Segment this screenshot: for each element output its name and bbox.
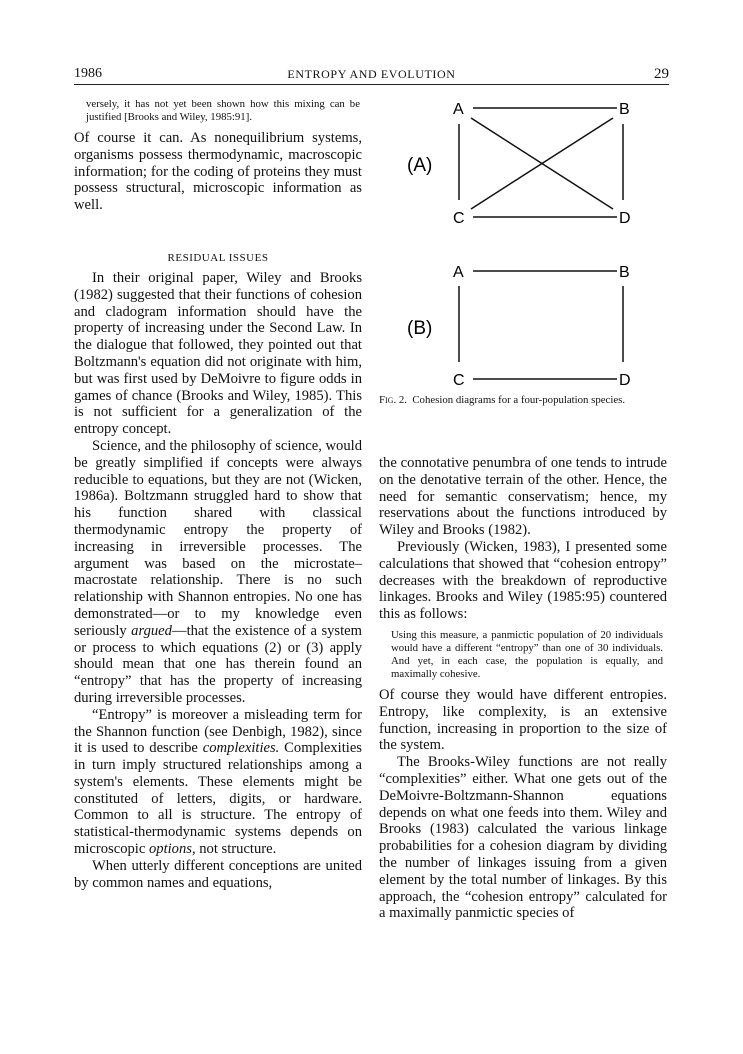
node-b: B: [619, 101, 630, 118]
paragraph-brooks-wiley: The Brooks-Wiley functions are not really “complexities” either. What one gets out of the DeMoivre-Boltzmann-Shannon equations depends on what one feeds into them. Wiley and Brooks (1983) calculated the various linkage probabilities for a cohesion diagram by dividing the number of linkages issuing from a given element by the total number of linkages. By this approach, the “cohesion entropy” calculated for a maximally panmictic species of: [379, 754, 667, 922]
running-header: [74, 66, 669, 86]
cohesion-diagrams: [379, 96, 669, 396]
node-a: A: [453, 264, 464, 281]
diagram-a: [407, 101, 631, 227]
paragraph-connotative: the connotative penumbra of one tends to intrude on the denotative terrain of the other. Hence, the need for semantic conservatism; hence, my reservations about the functions introduced by Wiley and Brooks (1982).: [379, 455, 667, 539]
paragraph-of-course: Of course it can. As nonequilibrium systems, organisms possess thermodynamic, macroscopic information; for the coding of proteins they must possess structural, microscopic information as well.: [74, 130, 362, 214]
paragraph-utterly-different: When utterly different conceptions are united by common names and equations,: [74, 857, 362, 891]
page-number: 29: [654, 66, 669, 82]
figure-2: [379, 96, 669, 432]
paragraph-different-entropies: Of course they would have different entropies. Entropy, like complexity, is an extensive function, increasing in proportion to the size of the system.: [379, 686, 667, 754]
right-column: [379, 455, 667, 922]
node-d: D: [619, 210, 631, 227]
paragraph-original-paper: In their original paper, Wiley and Brooks (1982) suggested that their functions of cohesion and cladogram information should have the property of increasing under the Second Law. In the dialogue that followed, they pointed out that Boltzmann's equation did not originate with him, but was first used by DeMoivre to figure odds in games of chance (Brooks and Wiley, 1985). This is not sufficient for a generalization of the entropy concept.: [74, 269, 362, 438]
node-c: C: [453, 210, 465, 227]
node-c: C: [453, 372, 465, 389]
node-b: B: [619, 264, 630, 281]
header-title: ENTROPY AND EVOLUTION: [287, 67, 456, 81]
node-a: A: [453, 101, 464, 118]
header-rule: [74, 84, 669, 85]
figure-caption: [379, 394, 669, 407]
paragraph-science: Science, and the philosophy of science, would be greatly simplified if concepts were always reducible to equations, but they are not (Wicken, 1986a). Boltzmann struggled hard to show that his function shared with classical thermodynamic entropy the property of increasing in irreversible processes. The argument was based on the microstate–macrostate relationship. There is no such relationship with Shannon entropies. No one has demonstrated—or to my knowledge even seriously argued—that the existence of a system or process to which equations (2) or (3) apply should mean that one has therein found an “entropy” that has the property of increasing during irreversible processes.: [74, 437, 362, 706]
panel-label-a: (A): [407, 155, 433, 176]
left-column: [74, 98, 362, 891]
panel-label-b: (B): [407, 318, 433, 339]
diagram-b: [407, 264, 631, 389]
block-quote: Using this measure, a panmictic population of 20 individuals would have a different “entropy” than one of 30 individuals. And yet, in each case, the population is equally, and maximally cohesive.: [391, 628, 663, 680]
header-year: 1986: [74, 66, 102, 81]
node-d: D: [619, 372, 631, 389]
section-heading: RESIDUAL ISSUES: [167, 251, 269, 264]
paragraph-entropy-misleading: “Entropy” is moreover a misleading term for the Shannon function (see Denbigh, 1982), since it is used to describe complexities. Complexities in turn imply structured relationships among a system's elements. These elements might be constituted of letters, digits, or hardware. Common to all is structure. The entropy of statistical-thermodynamic systems depends on microscopic options, not structure.: [74, 706, 362, 858]
caption-text: Cohesion diagrams for a four-population species.: [412, 394, 626, 406]
paragraph-previously: Previously (Wicken, 1983), I presented some calculations that showed that “cohesion entropy” decreases with the breakdown of reproductive linkages. Brooks and Wiley (1985:95) countered this as follows:: [379, 538, 667, 623]
caption-label: Fig. 2.: [379, 394, 407, 406]
quote-tail: versely, it has not yet been shown how this mixing can be justified [Brooks and Wiley, 1985:91].: [86, 98, 360, 123]
